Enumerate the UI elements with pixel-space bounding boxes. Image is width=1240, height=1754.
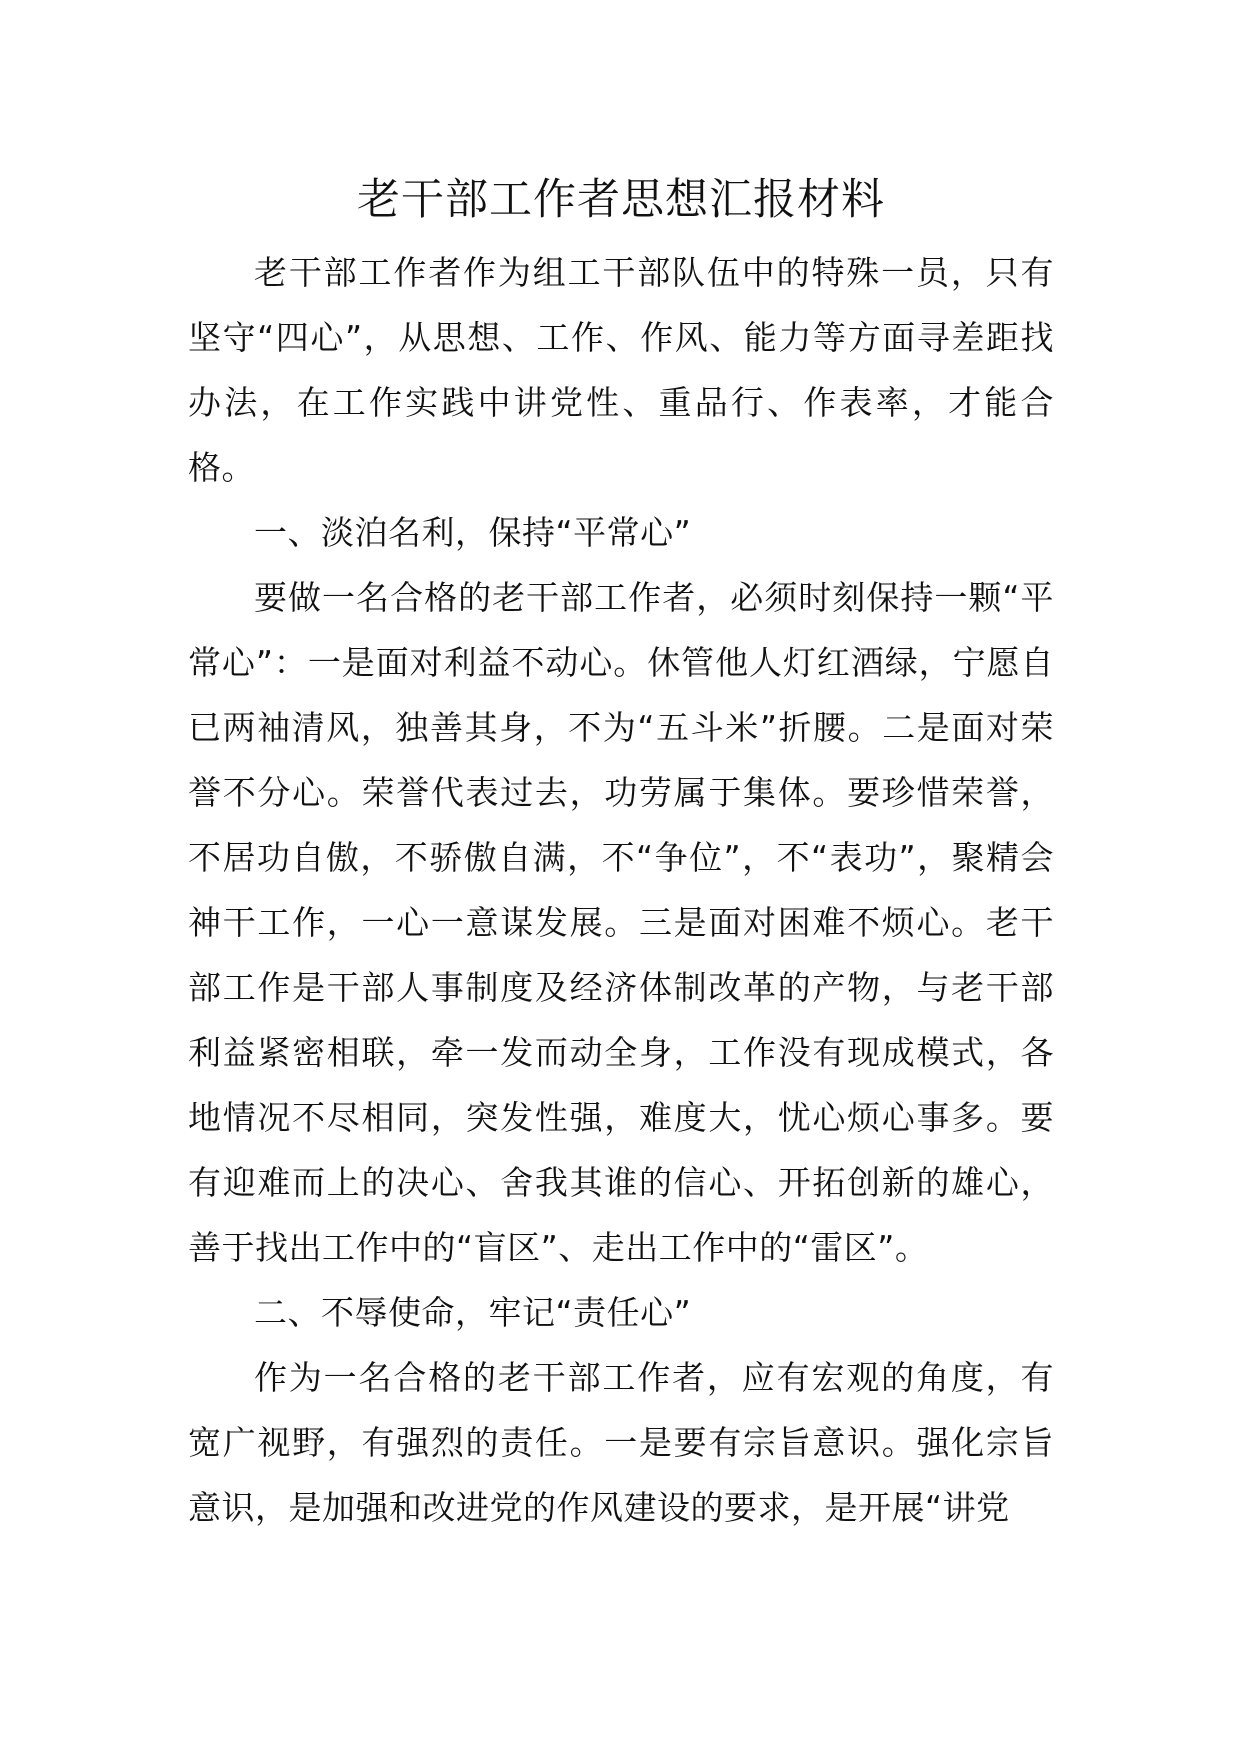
intro-paragraph: 老干部工作者作为组工干部队伍中的特殊一员，只有坚守“四心”，从思想、工作、作风、能力等方面寻差距找办法，在工作实践中讲党性、重品行、作表率，才能合格。 [188, 253, 1054, 487]
section-2-paragraph: 作为一名合格的老干部工作者，应有宏观的角度，有宽广视野，有强烈的责任。一是要有宗旨意识。强化宗旨意识，是加强和改进党的作风建设的要求，是开展“讲党 [188, 1358, 1054, 1527]
document-title: 老干部工作者思想汇报材料 [357, 175, 885, 225]
section-1-heading: 一、淡泊名利，保持“平常心” [254, 513, 692, 552]
document-body [188, 160, 1054, 1540]
section-1-paragraph: 要做一名合格的老干部工作者，必须时刻保持一颗“平常心”：一是面对利益不动心。休管他人灯红酒绿，宁愿自已两袖清风，独善其身，不为“五斗米”折腰。二是面对荣誉不分心。荣誉代表过去，功劳属于集体。要珍惜荣誉，不居功自傲，不骄傲自满，不“争位”，不“表功”，聚精会神干工作，一心一意谋发展。三是面对困难不烦心。老干部工作是干部人事制度及经济体制改革的产物，与老干部利益紧密相联，牵一发而动全身，工作没有现成模式，各地情况不尽相同，突发性强，难度大，忧心烦心事多。要有迎难而上的决心、舍我其谁的信心、开拓创新的雄心，善于找出工作中的“盲区”、走出工作中的“雷区”。 [188, 578, 1054, 1267]
section-2-heading: 二、不辱使命，牢记“责任心” [254, 1293, 692, 1332]
